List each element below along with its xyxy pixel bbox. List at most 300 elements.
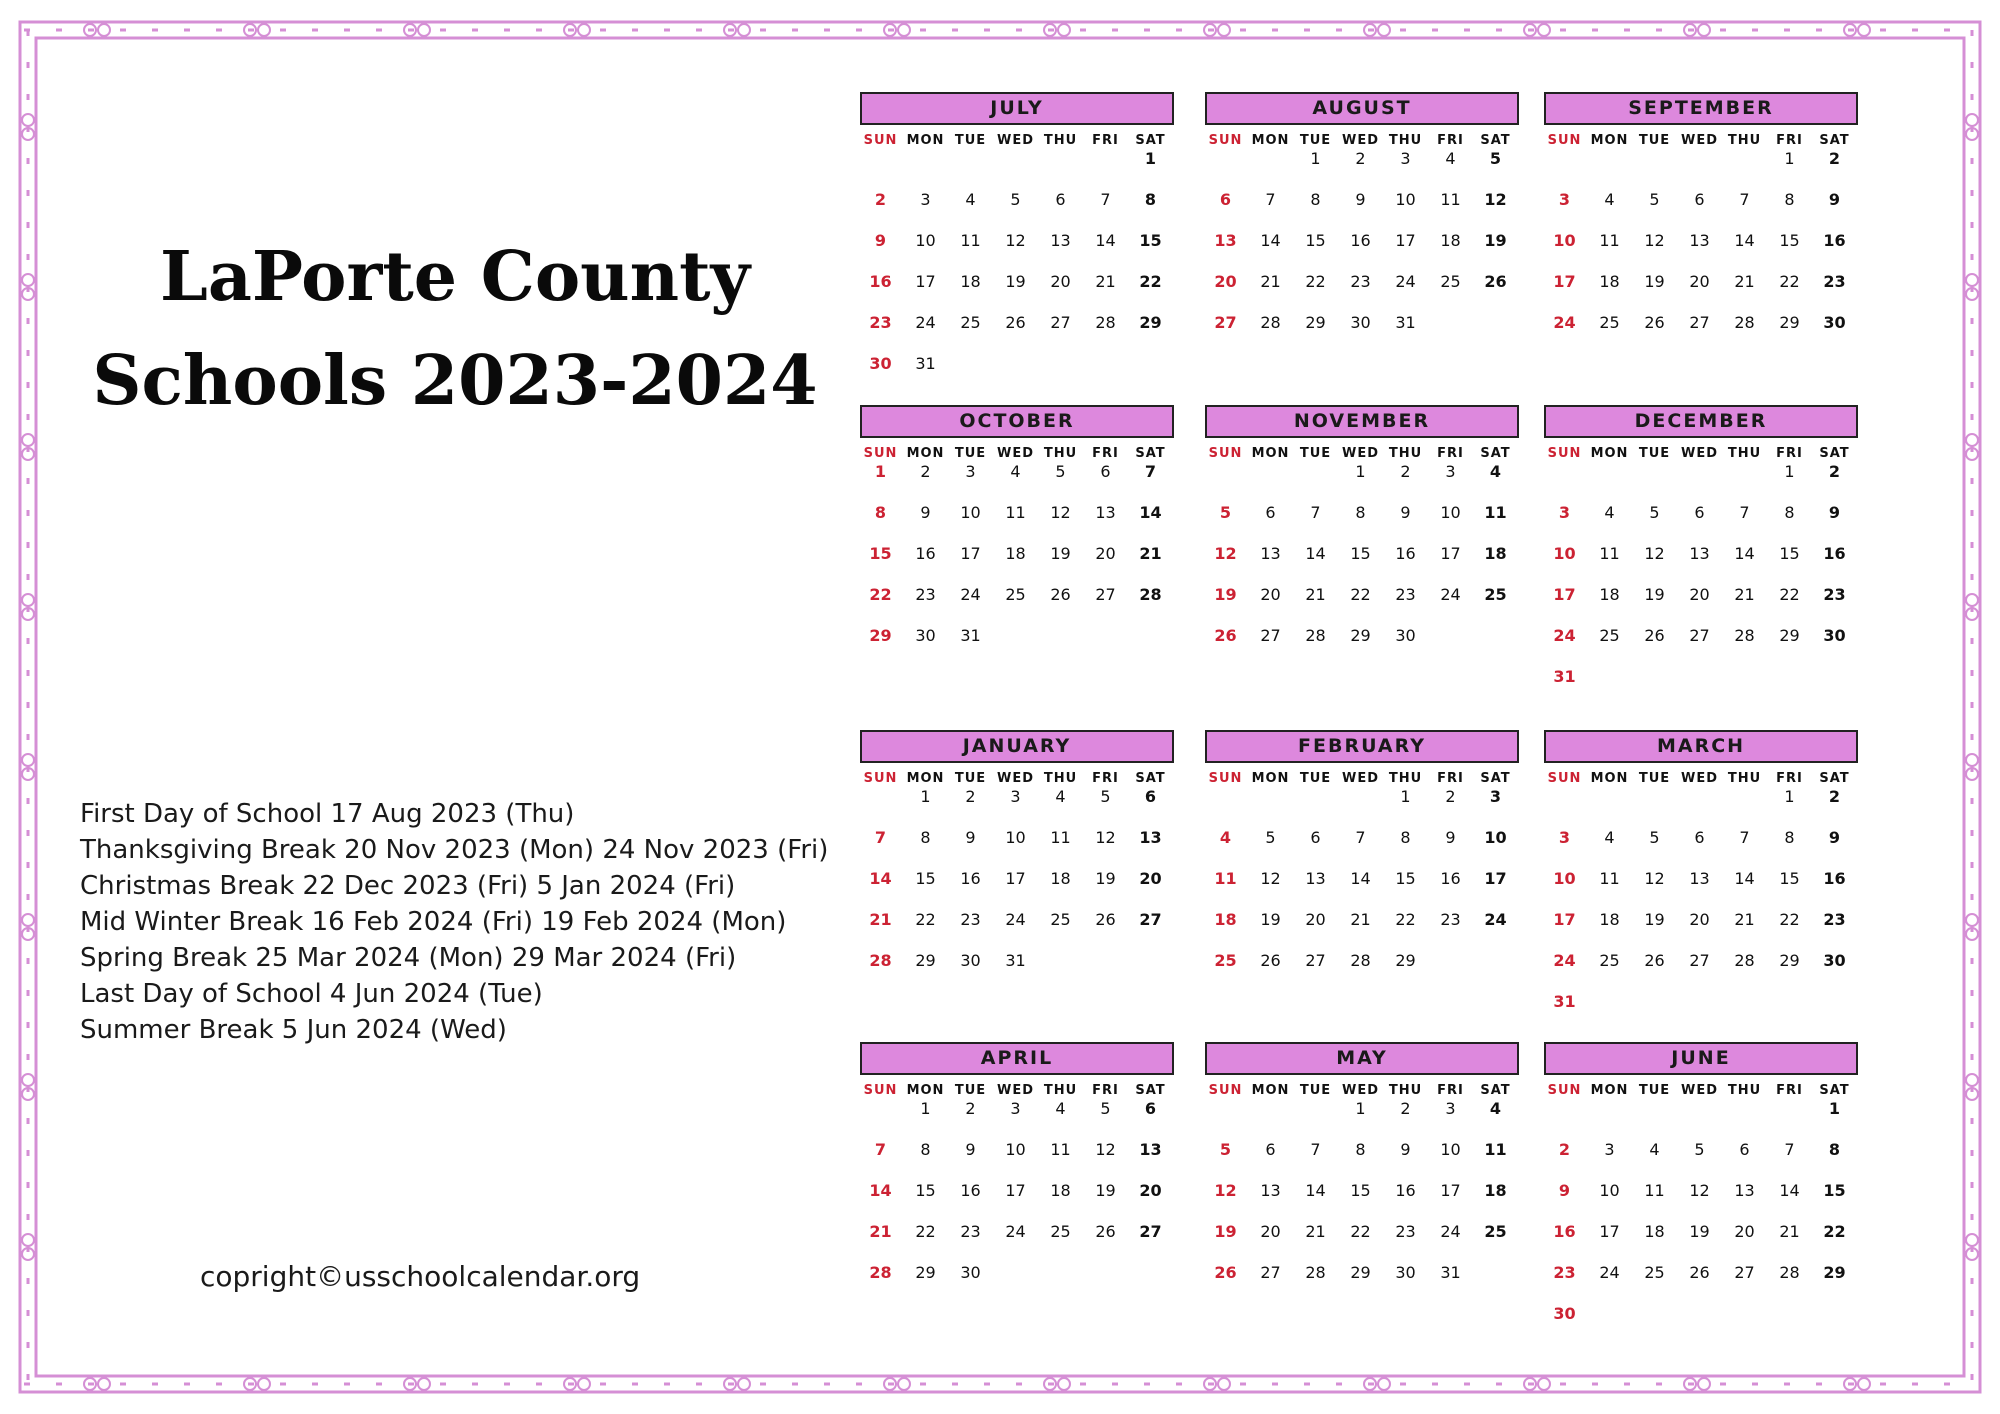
weekday-header-row xyxy=(858,133,1176,148)
day-cell: 23 xyxy=(1395,1222,1416,1241)
empty-cell xyxy=(1587,461,1632,502)
weekday-label: WED xyxy=(1680,133,1718,148)
weekday-label: WED xyxy=(996,1083,1034,1098)
day-cell: 11 xyxy=(1644,1181,1665,1200)
day-cell: 7 xyxy=(874,828,887,847)
empty-cell xyxy=(1248,786,1293,827)
day-cell: 14 xyxy=(1139,503,1162,522)
day-cell: 10 xyxy=(1599,1181,1620,1200)
day-cell: 11 xyxy=(1050,828,1071,847)
day-cell: 18 xyxy=(1599,910,1620,929)
day-cell: 4 xyxy=(1219,828,1232,847)
day-cell: 22 xyxy=(1350,585,1371,604)
event-item: Thanksgiving Break 20 Nov 2023 (Mon) 24 Nov 2023 (Fri) xyxy=(80,835,829,865)
event-item: Summer Break 5 Jun 2024 (Wed) xyxy=(80,1015,507,1045)
day-cell: 2 xyxy=(1355,149,1366,168)
month-header: SEPTEMBER xyxy=(1544,92,1858,125)
weekday-label: SUN xyxy=(1208,133,1243,148)
day-cell: 3 xyxy=(1400,149,1411,168)
weekday-label: MON xyxy=(1251,133,1290,148)
day-cell: 26 xyxy=(1689,1263,1710,1282)
empty-cell xyxy=(1722,461,1767,502)
day-cell: 21 xyxy=(1734,272,1755,291)
day-cell: 3 xyxy=(1010,1099,1021,1118)
day-cell: 14 xyxy=(869,1181,892,1200)
weekday-label: TUE xyxy=(1299,1083,1332,1098)
day-cell: 4 xyxy=(1604,828,1615,847)
day-cell: 26 xyxy=(1214,1263,1237,1282)
empty-cell xyxy=(1632,786,1677,827)
day-cell: 8 xyxy=(1400,828,1411,847)
day-cell: 28 xyxy=(1305,1263,1326,1282)
weekday-label: WED xyxy=(1341,771,1379,786)
month-october xyxy=(858,405,1176,666)
day-cell: 31 xyxy=(1553,667,1576,686)
day-cell: 15 xyxy=(1350,544,1371,563)
day-cell: 30 xyxy=(1823,313,1846,332)
day-cell: 30 xyxy=(960,1263,981,1282)
weekday-label: THU xyxy=(1043,771,1078,786)
day-cell: 28 xyxy=(1260,313,1281,332)
day-cell: 5 xyxy=(1100,1099,1111,1118)
day-cell: 8 xyxy=(1784,190,1795,209)
day-cell: 15 xyxy=(1823,1181,1846,1200)
day-cell: 22 xyxy=(869,585,892,604)
day-cell: 11 xyxy=(1484,503,1507,522)
day-cell: 30 xyxy=(1395,626,1416,645)
day-cell: 23 xyxy=(1553,1263,1576,1282)
day-cell: 26 xyxy=(1260,951,1281,970)
day-cell: 16 xyxy=(1395,1181,1416,1200)
day-cell: 5 xyxy=(1219,1140,1232,1159)
weekday-label: SUN xyxy=(1547,1083,1582,1098)
copyright-text: copright©usschoolcalendar.org xyxy=(200,1260,641,1293)
day-cell: 8 xyxy=(1144,190,1157,209)
day-cell: 2 xyxy=(920,462,931,481)
month-february xyxy=(1203,730,1521,991)
month-header: MAY xyxy=(1205,1042,1519,1075)
empty-cell xyxy=(1722,148,1767,189)
day-cell: 8 xyxy=(1784,828,1795,847)
month-august xyxy=(1203,92,1521,353)
day-cell: 27 xyxy=(1050,313,1071,332)
empty-cell xyxy=(1677,461,1722,502)
empty-cell xyxy=(1338,786,1383,827)
day-cell: 18 xyxy=(1440,231,1461,250)
weekday-label: MON xyxy=(906,133,945,148)
empty-cell xyxy=(858,786,903,827)
day-cell: 4 xyxy=(1649,1140,1660,1159)
day-cell: 14 xyxy=(1305,544,1326,563)
empty-cell xyxy=(1677,786,1722,827)
day-cell: 23 xyxy=(1395,585,1416,604)
day-cell: 2 xyxy=(965,787,976,806)
day-cell: 27 xyxy=(1139,1222,1162,1241)
day-cell: 13 xyxy=(1139,1140,1162,1159)
day-cell: 10 xyxy=(1553,869,1576,888)
day-cell: 3 xyxy=(965,462,976,481)
weekday-label: TUE xyxy=(1299,133,1332,148)
day-cell: 11 xyxy=(1599,544,1620,563)
day-cell: 20 xyxy=(1139,869,1162,888)
weekday-label: MON xyxy=(1590,1083,1629,1098)
day-cell: 27 xyxy=(1305,951,1326,970)
day-cell: 30 xyxy=(869,354,892,373)
day-cell: 13 xyxy=(1260,544,1281,563)
empty-cell xyxy=(903,148,948,189)
day-cell: 3 xyxy=(1489,787,1502,806)
day-cell: 8 xyxy=(1310,190,1321,209)
empty-cell xyxy=(1203,461,1248,502)
weekday-label: THU xyxy=(1043,1083,1078,1098)
month-september xyxy=(1542,92,1860,353)
weekday-label: WED xyxy=(996,771,1034,786)
empty-cell xyxy=(1722,786,1767,827)
day-cell: 6 xyxy=(1694,190,1705,209)
day-cell: 7 xyxy=(1100,190,1111,209)
weekday-label: SUN xyxy=(863,1083,898,1098)
weekday-header-row xyxy=(858,771,1176,786)
weekday-label: WED xyxy=(1680,771,1718,786)
day-cell: 26 xyxy=(1050,585,1071,604)
day-cell: 16 xyxy=(960,869,981,888)
day-cell: 16 xyxy=(1823,231,1846,250)
day-cell: 22 xyxy=(1395,910,1416,929)
day-cell: 14 xyxy=(1779,1181,1800,1200)
day-cell: 12 xyxy=(1260,869,1281,888)
day-cell: 9 xyxy=(920,503,931,522)
day-cell: 9 xyxy=(1828,828,1841,847)
day-cell: 20 xyxy=(1050,272,1071,291)
weekday-label: SAT xyxy=(1135,446,1166,461)
day-cell: 1 xyxy=(1784,787,1795,806)
day-cell: 16 xyxy=(960,1181,981,1200)
day-cell: 27 xyxy=(1734,1263,1755,1282)
day-cell: 5 xyxy=(1489,149,1502,168)
month-december xyxy=(1542,405,1860,707)
weekday-label: TUE xyxy=(954,1083,987,1098)
day-cell: 10 xyxy=(915,231,936,250)
day-cell: 19 xyxy=(1214,585,1237,604)
day-cell: 5 xyxy=(1055,462,1066,481)
weekday-header-row xyxy=(1542,771,1860,786)
month-march xyxy=(1542,730,1860,1032)
day-cell: 11 xyxy=(1599,869,1620,888)
day-cell: 12 xyxy=(1644,869,1665,888)
day-cell: 10 xyxy=(1005,1140,1026,1159)
day-cell: 1 xyxy=(1310,149,1321,168)
day-cell: 26 xyxy=(1095,1222,1116,1241)
day-cell: 21 xyxy=(1734,585,1755,604)
empty-cell xyxy=(1203,1098,1248,1139)
day-cell: 17 xyxy=(1599,1222,1620,1241)
day-cell: 2 xyxy=(1828,787,1841,806)
day-cell: 29 xyxy=(915,951,936,970)
day-cell: 23 xyxy=(1440,910,1461,929)
weekday-label: WED xyxy=(1341,1083,1379,1098)
day-cell: 3 xyxy=(1558,503,1571,522)
day-cell: 29 xyxy=(1779,313,1800,332)
day-cell: 13 xyxy=(1689,544,1710,563)
weekday-label: SAT xyxy=(1819,446,1850,461)
day-cell: 7 xyxy=(1784,1140,1795,1159)
day-cell: 28 xyxy=(869,1263,892,1282)
day-cell: 28 xyxy=(1139,585,1162,604)
day-cell: 13 xyxy=(1050,231,1071,250)
day-cell: 2 xyxy=(1828,149,1841,168)
weekday-label: SAT xyxy=(1819,1083,1850,1098)
month-may xyxy=(1203,1042,1521,1303)
day-cell: 3 xyxy=(1445,1099,1456,1118)
day-cell: 13 xyxy=(1305,869,1326,888)
empty-cell xyxy=(1632,461,1677,502)
day-cell: 14 xyxy=(1734,231,1755,250)
day-cell: 25 xyxy=(1050,910,1071,929)
day-cell: 5 xyxy=(1219,503,1232,522)
month-header: JANUARY xyxy=(860,730,1174,763)
day-cell: 14 xyxy=(1350,869,1371,888)
day-grid xyxy=(1542,461,1857,707)
day-cell: 28 xyxy=(1350,951,1371,970)
weekday-label: SUN xyxy=(863,133,898,148)
day-cell: 13 xyxy=(1095,503,1116,522)
day-cell: 22 xyxy=(1823,1222,1846,1241)
weekday-label: FRI xyxy=(1092,771,1119,786)
day-cell: 29 xyxy=(1305,313,1326,332)
weekday-label: FRI xyxy=(1092,446,1119,461)
day-cell: 4 xyxy=(1489,462,1502,481)
day-cell: 13 xyxy=(1139,828,1162,847)
day-cell: 17 xyxy=(1484,869,1507,888)
empty-cell xyxy=(1542,461,1587,502)
day-cell: 12 xyxy=(1644,544,1665,563)
empty-cell xyxy=(858,1098,903,1139)
day-cell: 15 xyxy=(869,544,892,563)
day-cell: 29 xyxy=(1395,951,1416,970)
day-cell: 31 xyxy=(1395,313,1416,332)
day-cell: 23 xyxy=(869,313,892,332)
page-title xyxy=(60,225,850,433)
day-cell: 22 xyxy=(915,910,936,929)
month-header: OCTOBER xyxy=(860,405,1174,438)
weekday-label: THU xyxy=(1727,771,1762,786)
day-cell: 15 xyxy=(915,1181,936,1200)
day-cell: 19 xyxy=(1644,585,1665,604)
day-cell: 7 xyxy=(1355,828,1366,847)
day-cell: 2 xyxy=(1828,462,1841,481)
day-cell: 24 xyxy=(1553,951,1576,970)
day-cell: 10 xyxy=(1440,1140,1461,1159)
weekday-label: TUE xyxy=(954,133,987,148)
day-cell: 27 xyxy=(1139,910,1162,929)
empty-cell xyxy=(1203,148,1248,189)
day-cell: 31 xyxy=(1005,951,1026,970)
day-cell: 12 xyxy=(1484,190,1507,209)
day-cell: 15 xyxy=(1779,544,1800,563)
day-cell: 23 xyxy=(1823,585,1846,604)
weekday-label: SAT xyxy=(1480,1083,1511,1098)
empty-cell xyxy=(1767,1098,1812,1139)
empty-cell xyxy=(1083,148,1128,189)
day-cell: 18 xyxy=(1484,1181,1507,1200)
weekday-label: SAT xyxy=(1819,133,1850,148)
day-cell: 9 xyxy=(965,828,976,847)
month-header: NOVEMBER xyxy=(1205,405,1519,438)
empty-cell xyxy=(1632,148,1677,189)
day-cell: 2 xyxy=(874,190,887,209)
day-cell: 2 xyxy=(965,1099,976,1118)
day-cell: 27 xyxy=(1689,951,1710,970)
weekday-label: WED xyxy=(1680,1083,1718,1098)
day-cell: 23 xyxy=(960,910,981,929)
day-cell: 25 xyxy=(1599,951,1620,970)
day-cell: 1 xyxy=(1400,787,1411,806)
day-cell: 17 xyxy=(1553,272,1576,291)
day-cell: 12 xyxy=(1095,828,1116,847)
empty-cell xyxy=(1587,786,1632,827)
weekday-label: SUN xyxy=(1208,446,1243,461)
weekday-label: WED xyxy=(1680,446,1718,461)
day-grid xyxy=(1542,786,1857,1032)
day-cell: 14 xyxy=(1734,869,1755,888)
day-cell: 19 xyxy=(1214,1222,1237,1241)
day-grid xyxy=(1203,461,1518,666)
day-cell: 18 xyxy=(1050,1181,1071,1200)
day-cell: 19 xyxy=(1050,544,1071,563)
day-cell: 17 xyxy=(1440,544,1461,563)
day-cell: 3 xyxy=(920,190,931,209)
weekday-label: FRI xyxy=(1437,1083,1464,1098)
weekday-label: TUE xyxy=(954,771,987,786)
day-cell: 16 xyxy=(869,272,892,291)
day-cell: 29 xyxy=(1139,313,1162,332)
day-cell: 11 xyxy=(1050,1140,1071,1159)
day-cell: 19 xyxy=(1644,272,1665,291)
month-january xyxy=(858,730,1176,991)
day-cell: 11 xyxy=(1440,190,1461,209)
day-cell: 20 xyxy=(1305,910,1326,929)
day-cell: 24 xyxy=(915,313,936,332)
empty-cell xyxy=(1722,1098,1767,1139)
day-grid xyxy=(1542,148,1857,353)
weekday-label: MON xyxy=(906,1083,945,1098)
day-cell: 10 xyxy=(960,503,981,522)
weekday-label: FRI xyxy=(1776,446,1803,461)
day-cell: 4 xyxy=(1604,503,1615,522)
day-cell: 16 xyxy=(915,544,936,563)
day-cell: 12 xyxy=(1095,1140,1116,1159)
weekday-header-row xyxy=(1542,1083,1860,1098)
empty-cell xyxy=(1542,786,1587,827)
month-header: DECEMBER xyxy=(1544,405,1858,438)
day-cell: 17 xyxy=(1395,231,1416,250)
weekday-label: SAT xyxy=(1135,771,1166,786)
day-cell: 7 xyxy=(874,1140,887,1159)
day-grid xyxy=(1203,148,1518,353)
day-cell: 20 xyxy=(1734,1222,1755,1241)
weekday-label: SAT xyxy=(1135,1083,1166,1098)
day-cell: 24 xyxy=(1553,626,1576,645)
day-cell: 31 xyxy=(1553,992,1576,1011)
day-cell: 12 xyxy=(1214,1181,1237,1200)
day-cell: 26 xyxy=(1214,626,1237,645)
day-cell: 29 xyxy=(1779,951,1800,970)
empty-cell xyxy=(1248,461,1293,502)
weekday-label: SAT xyxy=(1480,133,1511,148)
day-cell: 14 xyxy=(1734,544,1755,563)
day-cell: 7 xyxy=(1739,828,1750,847)
day-cell: 3 xyxy=(1010,787,1021,806)
day-cell: 24 xyxy=(1553,313,1576,332)
day-cell: 25 xyxy=(1644,1263,1665,1282)
weekday-header-row xyxy=(858,446,1176,461)
day-cell: 16 xyxy=(1350,231,1371,250)
month-november xyxy=(1203,405,1521,666)
day-cell: 18 xyxy=(1484,544,1507,563)
day-cell: 18 xyxy=(1005,544,1026,563)
empty-cell xyxy=(1248,1098,1293,1139)
day-cell: 20 xyxy=(1689,910,1710,929)
empty-cell xyxy=(1677,1098,1722,1139)
day-cell: 18 xyxy=(1050,869,1071,888)
day-cell: 4 xyxy=(1055,1099,1066,1118)
day-cell: 30 xyxy=(1395,1263,1416,1282)
day-cell: 6 xyxy=(1265,503,1276,522)
day-cell: 25 xyxy=(1484,585,1507,604)
day-cell: 11 xyxy=(1214,869,1237,888)
day-cell: 23 xyxy=(960,1222,981,1241)
weekday-label: MON xyxy=(1590,133,1629,148)
day-cell: 24 xyxy=(1599,1263,1620,1282)
day-cell: 12 xyxy=(1644,231,1665,250)
empty-cell xyxy=(948,148,993,189)
day-cell: 22 xyxy=(1139,272,1162,291)
day-cell: 20 xyxy=(1689,272,1710,291)
day-cell: 27 xyxy=(1689,626,1710,645)
weekday-label: SAT xyxy=(1480,446,1511,461)
month-june xyxy=(1542,1042,1860,1344)
weekday-label: TUE xyxy=(1299,446,1332,461)
day-cell: 5 xyxy=(1100,787,1111,806)
day-cell: 17 xyxy=(1005,869,1026,888)
day-cell: 4 xyxy=(1010,462,1021,481)
day-cell: 31 xyxy=(915,354,936,373)
day-cell: 1 xyxy=(1828,1099,1841,1118)
day-cell: 26 xyxy=(1005,313,1026,332)
day-cell: 10 xyxy=(1484,828,1507,847)
weekday-label: SUN xyxy=(1547,771,1582,786)
day-cell: 12 xyxy=(1214,544,1237,563)
day-cell: 17 xyxy=(1553,585,1576,604)
weekday-label: MON xyxy=(906,771,945,786)
day-cell: 17 xyxy=(1005,1181,1026,1200)
weekday-label: FRI xyxy=(1437,771,1464,786)
day-cell: 19 xyxy=(1484,231,1507,250)
day-cell: 9 xyxy=(1828,503,1841,522)
day-cell: 25 xyxy=(1050,1222,1071,1241)
day-cell: 13 xyxy=(1214,231,1237,250)
day-cell: 8 xyxy=(874,503,887,522)
day-cell: 6 xyxy=(1694,503,1705,522)
day-cell: 12 xyxy=(1050,503,1071,522)
weekday-header-row xyxy=(1203,771,1521,786)
weekday-label: MON xyxy=(1251,446,1290,461)
day-cell: 9 xyxy=(1558,1181,1571,1200)
day-cell: 13 xyxy=(1260,1181,1281,1200)
day-cell: 1 xyxy=(1355,1099,1366,1118)
day-cell: 22 xyxy=(1779,272,1800,291)
day-grid xyxy=(858,461,1173,666)
